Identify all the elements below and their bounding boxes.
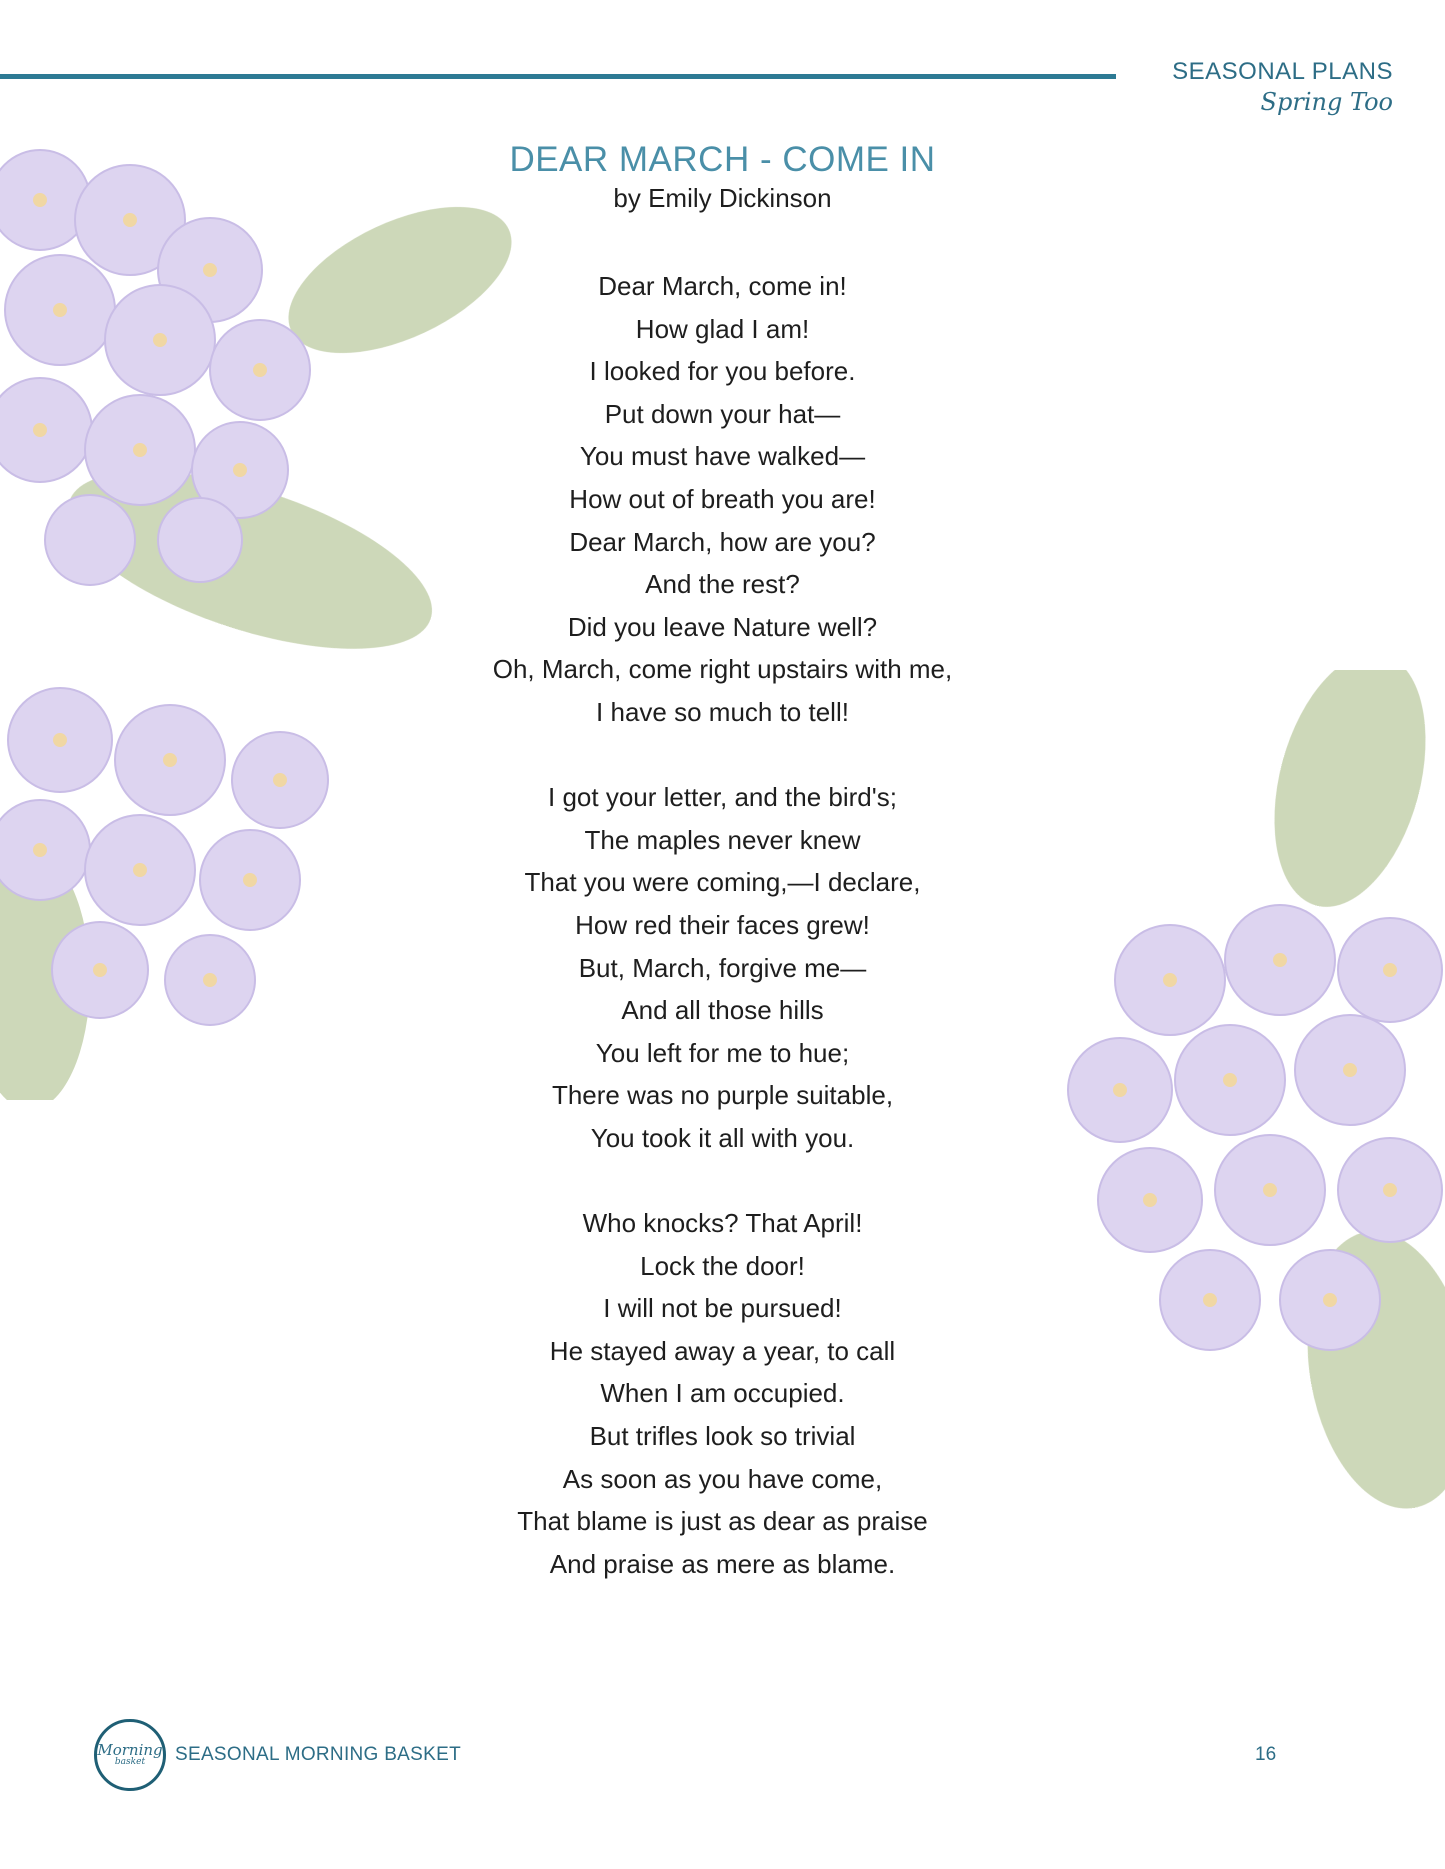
poem-line: How red their faces grew! <box>575 909 870 940</box>
poem-line: Oh, March, come right upstairs with me, <box>492 654 953 685</box>
logo-text-sub: basket <box>114 1757 146 1767</box>
poem-line: That blame is just as dear as praise <box>517 1506 928 1537</box>
poem-line: How out of breath you are! <box>569 483 876 514</box>
poem-body <box>0 265 1445 1628</box>
poem-author: by Emily Dickinson <box>613 183 832 213</box>
poem-line: And the rest? <box>645 569 800 600</box>
poem-line: How glad I am! <box>635 313 810 344</box>
poem-line: That you were coming,—I declare, <box>524 867 921 898</box>
logo-text-main: Morning <box>97 1741 163 1759</box>
poem-line: Put down your hat— <box>604 398 841 429</box>
poem-line: When I am occupied. <box>600 1378 845 1409</box>
brand-logo <box>94 1719 166 1791</box>
poem-line: Dear March, how are you? <box>569 526 876 557</box>
poem-line: He stayed away a year, to call <box>549 1335 896 1366</box>
poem-line: But trifles look so trivial <box>589 1421 856 1452</box>
poem-line: I have so much to tell! <box>596 696 849 727</box>
poem-stanza <box>0 776 1445 1159</box>
poem-line: Who knocks? That April! <box>582 1208 863 1239</box>
poem-line: Did you leave Nature well? <box>567 611 878 642</box>
poem-line: I looked for you before. <box>589 356 856 387</box>
poem-line: And all those hills <box>621 995 824 1026</box>
poem-line: But, March, forgive me— <box>578 952 867 983</box>
poem-line: The maples never knew <box>584 824 861 855</box>
header-rule <box>0 74 1116 79</box>
poem-line: You took it all with you. <box>590 1122 855 1153</box>
poem-line: I will not be pursued! <box>603 1293 842 1324</box>
poem-line: You left for me to hue; <box>595 1037 850 1068</box>
section-subtitle: Spring Too <box>1260 88 1393 116</box>
poem-line: You must have walked— <box>579 441 866 472</box>
poem-line: Dear March, come in! <box>598 271 847 301</box>
page-number: 16 <box>1255 1744 1277 1765</box>
poem-line: Lock the door! <box>640 1250 805 1281</box>
section-title: SEASONAL PLANS <box>1172 58 1393 85</box>
poem-line: As soon as you have come, <box>562 1463 883 1494</box>
poem-stanza <box>0 265 1445 734</box>
section-header <box>1172 58 1393 116</box>
footer-brand-name: SEASONAL MORNING BASKET <box>175 1744 461 1765</box>
poem-line: And praise as mere as blame. <box>549 1548 896 1579</box>
poem-title: DEAR MARCH - COME IN <box>509 140 936 179</box>
poem-line: There was no purple suitable, <box>551 1080 894 1111</box>
poem-stanza <box>0 1202 1445 1585</box>
poem-line: I got your letter, and the bird's; <box>548 782 897 813</box>
